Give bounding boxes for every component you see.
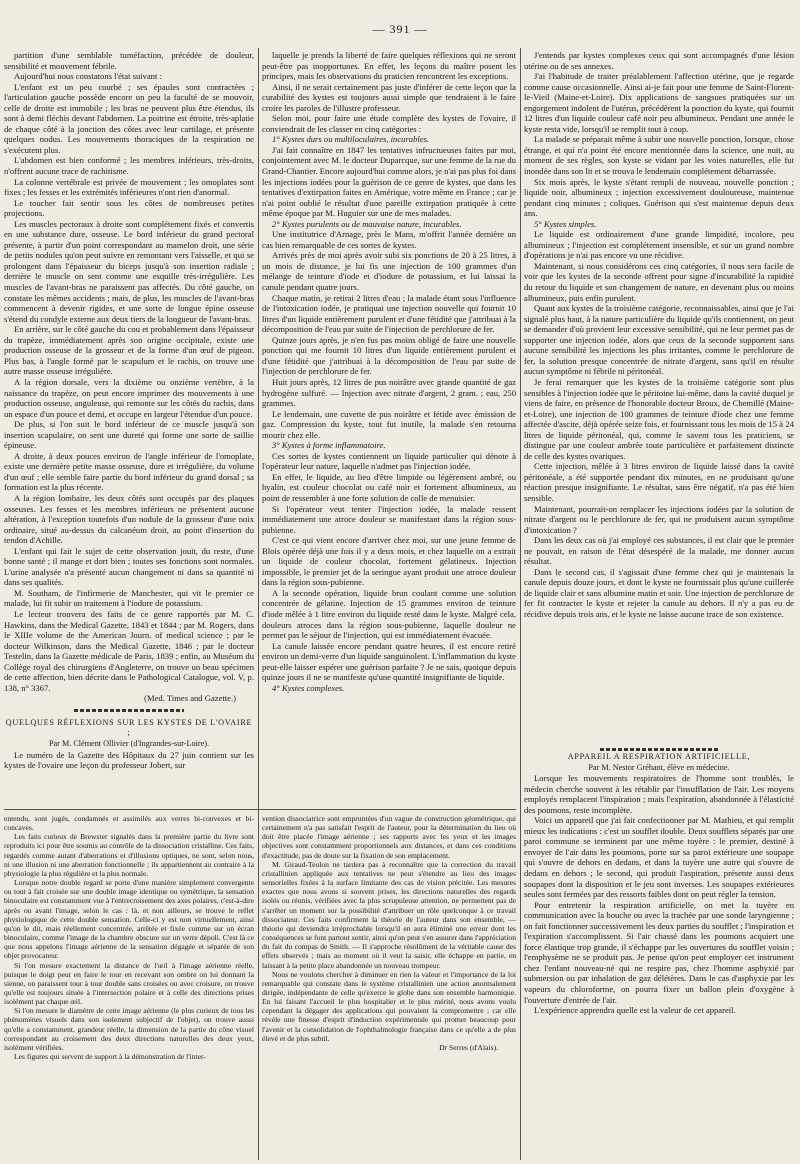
paragraph: Nous ne voulons chercher à diminuer en rien la valeur et l'importance de la loi remarquable qui constate dans le système cristallinien une action anormalement dirigée, indépendante de celle qu'exerce le globe dans son ensemble harmonique. En lui faisant l'accueil le plus hospitalier et le plus mérité, nous avons voulu cependant la dégager des applications qui pouvaient la compromettre ; car elle révèle une finesse d'esprit d'induction expérimentale qui promet beaucoup pour l'avenir et la consolidation de l'ophthalmologie française dans ce qu'elle a de plus élevé et de plus subtil.	[262, 969, 516, 1043]
paragraph: Le lecteur trouvera des faits de ce genre rapportés par M. C. Hawkins, dans the Medical Gazette, 1843 et 1844 ; par M. Rogers, dans le XIIIe volume de the American Journ. of medical science ; par le docteur Wilkinson, dans the Medical Gazette, 1846 ; par le docteur Testelin, dans la Gazette médicale de Paris, 1839 ; enfin, au Muséum du Collège royal des chirurgiens d'Angleterre, on trouve un beau spécimen de cette affection, bien décrite dans le Pathological Catalogue, vol. V, p. 138, n° 3367.	[4, 608, 254, 693]
subheading: 1° Kystes durs ou multiloculaires, incurables.	[272, 134, 430, 145]
paragraph: J'ai l'habitude de traiter préalablement l'affection utérine, que je regarde comme cause occasionnelle. Ainsi ai-je fait pour une femme de Saint-Florent-le-Vieil (Maine-et-Loire). Dix applications de sangsues pratiquées sur un engorgement indolent de l'utérus, précédèrent la ponction du kyste, qui fournit 12 litres d'un liquide couleur café noir peu albumineux. Pendant une année le kyste resta vide, lorsqu'il se remplit tout à coup.	[524, 71, 794, 134]
paragraph: Six mois après, le kyste s'étant rempli de nouveau, nouvelle ponction ; liquide noir, albumineux ; injection excessivement douloureuse, maintenue pendant cinq minutes ; coliques. Guérison qui s'est maintenue depuis deux ans.	[524, 176, 794, 219]
paragraph: Les figures qui servent de support à la démonstration de l'inter-	[14, 1052, 206, 1062]
paragraph: Je ferai remarquer que les kystes de la troisième catégorie sont plus sensibles à l'injection iodée que le péritoine lui-même, dans la cavité duquel je viens de faire, en présence de l'honorable docteur Broux, de Chemillé (Maine-et-Loire), une injection de 100 grammes de teinture d'iode chez une femme affectée d'ascite, déjà opérée seize fois, et fournissant tous les mois de 15 à 24 litres de liquide péritonéal, qui, comme le savent tous les praticiens, se distingue par une couleur ambrée toute particulière et parfaitement distincte de celle des kystes ovariques.	[524, 376, 794, 461]
paragraph: L'expérience apprendra quelle est la valeur de cet appareil.	[534, 1005, 736, 1016]
column-3	[524, 50, 794, 746]
paragraph: Selon moi, pour faire une étude complète des kystes de l'ovaire, il conviendrait de les classer en cinq catégories :	[262, 113, 516, 134]
article-title: QUELQUES RÉFLEXIONS SUR LES KYSTES DE L'OVAIRE ;	[5, 717, 253, 738]
paragraph: Aujourd'hui nous constatons l'état suivant :	[14, 71, 162, 82]
paragraph: Chaque matin, je retirai 2 litres d'eau ; la malade étant sous l'influence de l'intoxication iodée, je pratiquai une injection nouvelle qui fournit 10 litres d'un liquide entièrement purulent et d'une fétidité que j'attribuai à la décomposition de l'eau par suite de l'injection de perchlorure de fer.	[262, 292, 516, 335]
paragraph: Pour entretenir la respiration artificielle, on met la tuyère en communication avec la bouche ou avec la trachée par une sonde laryngienne ; on fait fonctionner successivement les deux parties du soufflet ; l'inspiration et l'expiration s'accomplissent. Si l'air chassé dans les poumons acquiert une force élastique trop grande, il s'échappe par les ouvertures du soufflet voisin ; l'emphysème ne se produit pas. Je pense qu'on peut employer cet instrument chez l'enfant nouveau-né qui ne respire pas, chez l'homme asphyxié par submersion ou par inhalation de gaz délétères. Dans le cas d'asphyxie par les vapeurs du chloroforme, on pourra fixer un ballon plein d'oxygène à l'ouverture d'entrée de l'air.	[524, 899, 794, 1005]
paragraph: Maintenant, si nous considérons ces cinq catégories, il nous sera facile de voir que les kystes de la seconde offrent pour signe d'incurabilité la rapidité du retour du liquide et son changement de nature, en devenant plus ou moins albumineux, puis enfin purulent.	[524, 260, 794, 303]
paragraph: Cette injection, mêlée à 3 litres environ de liquide laissé dans la cavité péritonéale, a été supportée pendant dix minutes, en ne produisant qu'une réaction presque insignifiante. Le résultat, sans être négatif, n'a pas été bien sensible.	[524, 461, 794, 503]
paragraph: La colonne vertébrale est privée de mouvement ; les omoplates sont fixes ; les fesses et les extrémités inférieures n'ont rien d'anormal.	[4, 176, 254, 198]
paragraph: Dans le second cas, il s'agissait d'une femme chez qui je maintenais la canule depuis douze jours, et dont le kyste ne fournissait plus qu'une cuillerée de liquide clair et sans albumine matin et soir. Une injection de perchlorure de fer fit contracter le kyste et rejeter la canule au dehors. Il n'y a pas eu de récidive depuis trois ans, et le kyste ne laisse aucune trace de son existence.	[524, 566, 794, 619]
paragraph: Le lendemain, une cuvette de pus noirâtre et fétide avec émission de gaz. Compression du kyste, tout fut inutile, la malade s'en retourna mourir chez elle.	[262, 408, 516, 440]
column-rule	[520, 48, 521, 1160]
paragraph: A droite, à deux pouces environ de l'angle inférieur de l'omoplate, existe une dernière petite masse osseuse, dure et irrégulière, du volume d'un œuf ; elle semble faire partie du bord inférieur du grand dorsal ; sa formation est la plus récente.	[4, 450, 254, 493]
paragraph: J'entends par kystes complexes ceux qui sont accompagnés d'une lésion utérine ou de ses annexes.	[524, 50, 794, 71]
paragraph: Lorsque les mouvements respiratoires de l'homme sont troublés, le médecin cherche souvent à les rétablir par l'insufflation de l'air. Les moyens employés remplacent l'inspiration ; mais l'expiration, abandonnée à l'élasticité des poumons, reste incomplète.	[524, 773, 794, 815]
subheading: 2° Kystes purulents ou de mauvaise nature, incurables.	[272, 218, 462, 229]
article-title: APPAREIL A RESPIRATION ARTIFICIELLE,	[567, 752, 751, 761]
paragraph: M. Southam, de l'infirmerie de Manchester, qui vit le premier ce malade, lui fit subir un traitement à l'iodure de potassium.	[4, 587, 254, 609]
column-rule	[258, 48, 259, 1160]
paragraph: L'enfant est un peu courbé ; ses épaules sont contractées ; l'articulation gauche possède encore un peu la faculté de se mouvoir, celle de droite est immobile ; les bras ne peuvent plus être étendus, ils sont à demi fléchis devant l'abdomen. La poitrine est étroite, très-aplatie de chaque côté à la jonction des côtes avec leur cartilage, et présente quelques nodus. Les mouvements thoraciques de la respiration ne s'exécutent plus.	[4, 81, 254, 155]
paragraph: Si l'on mesure le diamètre de cette image aérienne (le plus curieux de tous les phénomènes visuels dans son isolement subjectif de l'objet), on trouve aussi qu'elle a constamment, grandeur réelle, la dimension de la partie du cône visuel correspondant au croisement des deux directions naturelles des deux yeux, isolément vérifiées.	[4, 1006, 254, 1052]
paragraph: vention dissociatrice sont empruntées d'un vague de construction géométrique, qui certainement n'a pas satisfait l'esprit de l'auteur, pour la détermination du lieu où doit être placée l'image aérienne ; ses rapports avec les yeux et les images objectives sont constamment proportionnels aux distances, et dans ces conditions d'exactitude, pas de doute sur la fixation de son emplacement.	[262, 814, 516, 860]
paragraph: Ainsi, il ne serait certainement pas juste d'inférer de cette leçon que la curabilité des kystes est toujours aussi simple que tendraient à le faire croire les paroles de l'illustre professeur.	[262, 81, 516, 113]
subheading: 3° Kystes à forme inflammatoire.	[272, 440, 386, 451]
paragraph: Voici un appareil que j'ai fait confectionner par M. Mathieu, et qui remplit mieux les indications : c'est un soufflet double. Deux soufflets séparés par une paroi commune se terminent par une même tuyère : le premier, destiné à envoyer de l'air dans les poumons, porte sur sa paroi extérieure une soupape qui s'ouvre de dehors en dedans, et dans la tuyère une autre qui s'ouvre de dedans en dehors ; le second, qui produit l'aspiration, présente aussi deux soupapes dont la disposition et le jeu sont inverses. Les soupapes extérieures seules sont fermées par des ressorts faibles dont on peut régler la tension.	[524, 815, 794, 900]
paragraph: Le toucher fait sentir sous les côtes de nombreuses petites projections.	[4, 197, 254, 219]
bottom-column-1	[4, 814, 254, 1160]
paragraph: Les faits curieux de Brewster signalés dans la première partie du livre sont reproduits ici pour être soumis au contrôle de la dissociation cristalline. Ces faits, regardés comme autant d'aberrations et d'illusions optiques, ne sont, selon nous, ni une illusion ni une aberration fonctionnelle ; ils appartiennent au contraire à la physiologie la plus régulière et la plus normale.	[4, 832, 254, 878]
author-signature: Dr Serres (d'Alais).	[439, 1042, 498, 1052]
ornament-divider	[600, 748, 720, 751]
paragraph: Huit jours après, 12 litres de pus noirâtre avec grande quantité de gaz hydrogène sulfuré. — Injection avec nitrate d'argent, 2 gram. ; eau, 250 grammes.	[262, 376, 516, 409]
paragraph: La malade se préparait même à subir une nouvelle ponction, lorsque, chose étrange, et qui n'a point été encore mentionnée dans la science, une nuit, au moment de ses règles, son kyste se vidant par les voies naturelles, elle fut inondée dans son lit et se trouva le lendemain complétement débarrassée.	[524, 134, 794, 177]
paragraph: Les muscles pectoraux à droite sont complétement fixés et convertis en une substance dure, osseuse. Le bord inférieur du grand pectoral présente, à partir d'un point correspondant au mamelon droit, une série de petits nodules qu'on peut suivre en remontant vers l'aisselle, et qui se prolongent dans l'épaisseur du biceps jusqu'à son insertion radiale ; derrière le muscle on sent comme une esquille très-irrégulière. Les muscles de l'avant-bras ne paraissent pas affectés. Du côté gauche, on constate les mêmes accidents ; mais, de plus, les muscles de l'avant-bras commencent à devenir rigides, et une sorte de longue épine osseuse s'étend du condyle externe aux deux tiers de la longueur de l'avant-bras.	[4, 218, 254, 324]
paragraph: A la région dorsale, vers la dixième ou onzième vertèbre, à la naissance du trapèze, on peut encore imprimer des mouvements à une production osseuse, anguleuse, qui remonte sur les côtés du rachis, dans un espace d'un pouce et demi, et occupe en largeur l'étendue d'un pouce.	[4, 376, 254, 419]
ornament-divider	[4, 704, 254, 718]
paragraph: L'enfant qui fait le sujet de cette observation jouit, du reste, d'une bonne santé ; il mange et dort bien ; toutes ses fonctions sont normales. L'urine analysée n'a présenté aucun changement ni dans sa quantité ni dans ses qualités.	[4, 545, 254, 588]
paragraph: Arrivés près de moi après avoir subi six ponctions de 20 à 25 litres, à un mois de distance, je lui fis une injection de 100 grammes d'un mélange de teinture d'iode et d'iodure de potassium, et lui laissai la canule pendant quatre jours.	[262, 250, 516, 293]
paragraph: C'est ce qui vient encore d'arriver chez moi, sur une jeune femme de Blois opérée déjà une fois il y a deux mois, et chez laquelle on a extrait un liquide de couleur chocolat, fortement gélatineux. Injection impossible, le premier jet de la seringue ayant produit une atroce douleur dans la région sous-pubienne.	[262, 535, 516, 588]
article-author: Par M. Nestor Gréhant, élève en médecine.	[588, 762, 730, 772]
paragraph: La canule laissée encore pendant quatre heures, il est encore retiré environ un demi-verre d'un liquide sanguinolent. L'inflammation du kyste peut-elle laisser espérer une guérison parfaite ? Je ne sais, quoique depuis quinze jours il ne se manifeste qu'une quantité insignifiante de liquide.	[262, 640, 516, 683]
paragraph: entendu, sont jugés, condamnés et assimilés aux verres bi-convexes et bi-concaves.	[4, 814, 254, 833]
paragraph: M. Giraud-Teulon ne tardera pas à reconnaître que la correction du travail cristallinien appliquée aux tentatives ne peut s'étendre au lieu des images sensorielles fixées à la surface limitante des cas de vision précitée. Les mesures exactes que nous avons si souvent prises, les directions naturelles des regards isolés ou réunis, vérifiées avec la plus scrupuleuse attention, ne permettent pas de s'arrêter un moment sur la possibilité d'attribuer un rôle quelconque à ce travail dissociateur. Ces faits confirment la théorie de l'auteur dans son ensemble, — théorie qui deviendra irréprochable lorsqu'il en aura éliminé une erreur dont les conséquences se font partout sentir, ainsi qu'on peut s'en assurer dans l'appréciation du fait du compas de Smith. — Il s'approche résolûment de la véritable cause des effets observés ; mais au moment où il veut la saisir, elle échappe en partie, en laissant à la petite place abandonnée un nouveau trompeur.	[262, 859, 516, 970]
paragraph: Ces sortes de kystes contiennent un liquide particulier qui dénote à l'opérateur leur nature, laquelle n'admet pas l'injection iodée.	[262, 450, 516, 472]
paragraph: Lorsque notre double regard se porte d'une manière simplement convergente ou tout à fait croisée sur une double image identique ou symétrique, la sensation binoculaire est constamment vue à l'entrecroisement des axes polaires, c'est-à-dire après ou avant l'image, selon le cas : là, et non ailleurs, se trouve le reflet physiologique de cette double sensation. Celle-ci y est non virtuellement, ainsi qu'on le dit, mais réellement concentrée, arrêtée et fixée comme sur un écran binoculaire, comme l'image de la chambre obscure sur un verre dépoli. C'est là ce que nous appelons l'image aérienne de la sensation dégagée et séparée de son objet provocateur.	[4, 878, 254, 961]
page-number: — 391 —	[372, 22, 428, 36]
paragraph: Une institutrice d'Arnage, près le Mans, m'offrit l'année dernière un cas bien remarquable de ces sortes de kystes.	[262, 229, 516, 250]
column-1	[4, 50, 254, 848]
paragraph: laquelle je prends la liberté de faire quelques réflexions qui ne seront peut-être pas inopportunes. En effet, les leçons du maître posent les principes, mais les observations du praticien rencontrent les exceptions.	[262, 50, 516, 82]
column-2	[262, 50, 516, 798]
paragraph: En arrière, sur le côté gauche du cou et probablement dans l'épaisseur du trapèze, immédiatement après son origine occipitale, existe une production osseuse de la grosseur et de la forme d'un œuf de pigeon. Plus bas, à l'angle formé par le scapulum et le rachis, on trouve une autre masse osseuse irrégulière.	[4, 324, 254, 377]
subheading: 5° Kystes simples.	[534, 218, 597, 229]
paragraph: Le liquide est ordinairement d'une grande limpidité, incolore, peu albumineux ; l'injection est complétement insensible, et sur un grand nombre d'opérations je n'ai pas encore vu une récidive.	[524, 229, 794, 261]
bottom-column-2	[262, 814, 516, 1160]
subheading: 4° Kystes complexes.	[272, 682, 345, 693]
paragraph: A la région lombaire, les deux côtés sont occupés par des plaques osseuses. Les fesses et les membres inférieurs ne présentent aucune altération, à l'exception toutefois d'un nodule de la grosseur d'une noix ordinaire, situé au-dessus du calcanéum droit, au point d'insertion du tendon d'Achille.	[4, 492, 254, 546]
source-citation: (Med. Times and Gazette.)	[144, 693, 236, 704]
paragraph: A la seconde opération, liquide brun coulant comme une solution concentrée de gélatine. Injection de 15 grammes environ de teinture d'iode mêlée à 1 litre environ du liquide resté dans le kyste. Malgré cela, douleurs atroces dans la région sous-pubienne, laquelle douleur ne permet pas le séjour de l'injection, qui est immédiatement évacuée.	[262, 587, 516, 641]
paragraph: Le numéro de la Gazette des Hôpitaux du 27 juin contient sur les kystes de l'ovaire une leçon du professeur Jobert, sur	[4, 749, 254, 771]
paragraph: De plus, si l'on suit le bord inférieur de ce muscle jusqu'à son insertion scapulaire, on sent une dureté qui forme une sorte de saillie épineuse.	[4, 419, 254, 451]
paragraph: Quinze jours après, je n'en fus pas moins obligé de faire une nouvelle ponction qui me fournit 10 litres d'un liquide entièrement purulent et d'une fétidité que j'attribuai à la décomposition de l'eau par suite de l'injection de perchlorure de fer.	[262, 334, 516, 377]
paragraph: Maintenant, pourrait-on remplacer les injections iodées par la solution de nitrate d'argent ou le perchlorure de fer, qui ne produisent aucun symptôme d'intoxication ?	[524, 503, 794, 535]
paragraph: J'ai fait connaître en 1847 les tentatives infructueuses faites par moi, conjointement avec M. le docteur Duparcque, sur une femme de la rue du Grand-Chantier. Encore aujourd'hui comme alors, je n'ai pas plus foi dans les injections iodées pour la guérison de ce genre de kystes, que dans les tentatives d'extirpation faites en Amérique, votre même en France ; car je n'ai point oublié le résultat d'une pareille extirpation pratiquée à cette même époque par M. Huguier sur une de mes malades.	[262, 144, 516, 219]
paragraph: Si l'on mesure exactement la distance de l'œil à l'image aérienne réelle, puisque le doigt peut en faire le tour en recevant son ombre on lui donnant la sienne, on paraissent tour à tour double sans croisées ou avec croisure, on trouve qu'elle est toujours située à l'intersection polaire et à celle des directions prises isolément par chaque œil.	[4, 960, 254, 1007]
paragraph: Si l'opérateur veut tenter l'injection iodée, la malade ressent immédiatement une atroce douleur se manifestant dans la région sous-pubienne.	[262, 503, 516, 535]
article-author: Par M. Clément Ollivier (d'Ingrandes-sur-Loire).	[48, 739, 209, 748]
paragraph: Dans les deux cas où j'ai employé ces substances, il est clair que le premier ne pouvait, en raison de l'état désespéré de la malade, me donner aucun résultat.	[524, 535, 794, 567]
paragraph: En effet, le liquide, au lieu d'être limpide ou légèrement ambré, ou hyalin, est couleur chocolat ou café noir et fortement albumineux, au point de ressembler à une forte solution de colle de menuisier.	[262, 471, 516, 503]
column-4	[524, 752, 794, 1160]
paragraph: Quant aux kystes de la troisième catégorie, reconnaissables, ainsi que je l'ai signalé plus haut, à la nature particulière du liquide qu'ils contiennent, on peut se demander d'où provient leur excessive sensibilité, qui ne leur permet pas de supporter une injection iodée, alors que ceux de la seconde supportent sans aucune sensibilité les injections les plus irritantes, comme le perchlorure de fer, la solution presque concentrée de nitrate d'argent, sans qu'il en résulte aucun symptôme ni fébrile ni péritonéal.	[524, 303, 794, 377]
paragraph: partition d'une semblable tuméfaction, précédée de douleur, sensibilité et mouvement fébrile.	[4, 50, 254, 71]
paragraph: L'abdomen est bien conformé ; les membres inférieurs, très-droits, n'offrent aucune trace de rachitisme.	[4, 155, 254, 177]
